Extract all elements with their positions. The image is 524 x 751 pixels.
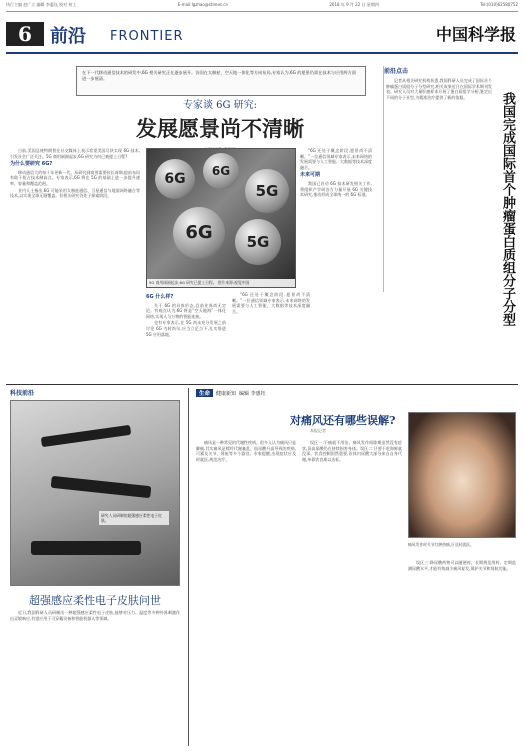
- sidebar-divider: [376, 66, 384, 292]
- health-column-3: [408, 560, 516, 744]
- section-title-en: FRONTIER: [110, 29, 184, 44]
- email-line: E-mail:lgzhao@stimes.cn: [177, 2, 229, 7]
- photo-caption: 5G 商用刚刚起步,6G 研究已提上日程。 图片来源:视觉中国: [147, 279, 295, 287]
- tel-line: Tel:(010)62580752: [480, 2, 518, 7]
- article-paragraph: 移动通信大约每十年更新一代。从研究到商用需要较长周期,提前布局有助于抢占技术制高点。专家表示,6G 将在 5G 的基础上进一步提升速率、容量和覆盖范围。: [10, 169, 140, 186]
- health-label: 健康新知: [216, 390, 237, 397]
- sidebar-title: 我国完成国际首个肿瘤蛋白质组分子分型: [500, 92, 515, 326]
- health-paragraph: 痛风是一种常见的代谢性疾病。很多人认为痛风只是脚痛,其实痛风是嘌呤代谢紊乱、血尿酸升高导致的疾病,可累及关节、肾脏等多个器官。专家提醒,出现症状应及时就医,规范治疗。: [196, 440, 296, 462]
- article-paragraph: 关于 6G 的具体形态,目前业界尚无定论。有观点认为,6G 将是“空天地海”一体化网络,实现人与万物的智能连接。: [146, 302, 226, 319]
- article-column-3: [300, 148, 372, 380]
- health-paragraph: 误区三:降尿酸药物可以随便停。长期规范用药、定期监测尿酸水平,才能有效减少痛风复发,保护关节和肾脏功能。: [408, 560, 516, 571]
- e-skin-paragraph: 近日,我国科研人员研制出一种超强感应柔性电子皮肤,能够对压力、温度等多种外界刺激作出灵敏响应,有望应用于可穿戴设备和智能机器人等领域。: [10, 610, 180, 621]
- health-paragraph: 误区一:不痛就不用治。痛风发作间歇期虽然没有症状,但高尿酸仍在持续损害身体。误区二:只要不吃海鲜就没事。饮食控制固然重要,但体内尿酸大部分来自自身代谢,单靠饮食难以达标。: [302, 440, 402, 462]
- article-column-1: [10, 148, 140, 380]
- health-section-tag: [196, 388, 266, 398]
- article-paragraph: 日前,美国总统特朗普在社交媒体上表示希望美国尽快实现 6G 技术,引发社会广泛关注。5G 商用刚刚起步,6G 研究为何已被提上日程?: [10, 148, 140, 159]
- gout-hand-photo: [408, 412, 516, 538]
- date-line: 2018 年 9 月 22 日 星期四: [329, 2, 379, 7]
- e-skin-headline: 超强感应柔性电子皮肤问世: [29, 594, 161, 607]
- sidebar-text: [386, 78, 492, 378]
- 5g-disc: 5G: [235, 219, 281, 265]
- health-editor: 编辑 李惠钰: [239, 390, 266, 397]
- lead-summary: 在下一代移动通信技术的研发中,6G 相关研究正在逐步展开。各国在太赫兹、空天地一体化等方向布局,专家认为,6G 的愿景仍需在技术与应用两方面进一步厘清。: [76, 66, 366, 96]
- health-byline: 本报记者: [310, 428, 326, 433]
- article-column-2b: [232, 292, 310, 380]
- e-skin-body: [10, 610, 180, 746]
- article-column-2: [146, 292, 226, 380]
- article-kicker: 专家谈 6G 研究:: [182, 100, 258, 111]
- gout-photo-caption: 痛风发作时关节红肿热痛,应及时就医。: [408, 542, 474, 547]
- 5g-disc: 5G: [245, 169, 289, 213]
- e-skin-strip: [41, 425, 132, 447]
- e-skin-strip: [51, 476, 152, 498]
- 6g-disc: 6G: [203, 153, 239, 189]
- masthead: [6, 22, 518, 48]
- sidebar-paragraph: 记者从相关研究机构获悉,我国科研人员完成了国际首个肿瘤蛋白质组分子分型研究,相关成果近日在国际学术期刊发表。研究人员对大量肝癌样本开展了蛋白质组学分析,鉴定出不同的分子亚型,为精准治疗提供了新的依据。: [386, 78, 492, 100]
- article-title-block: [90, 96, 350, 153]
- column-divider: [188, 388, 189, 746]
- article-headline: 发展愿景尚不清晰: [136, 116, 304, 141]
- page-number: 6: [6, 22, 44, 46]
- article-paragraph: “6G 还处于概念阶段,愿景尚不清晰。”一位通信领域专家表示,未来网络的发展需要与人工智能、大数据等技术深度融合。: [232, 292, 310, 314]
- article-paragraph: 业内人士指出,6G 可能采用太赫兹通信、卫星通信与地面网络融合等技术,以实现全球无缝覆盖。但相关研究仍处于探索阶段。: [10, 187, 140, 199]
- tech-tag: 科技前沿: [10, 390, 35, 397]
- health-headline: 对痛风还有哪些误解?: [290, 414, 396, 427]
- newspaper-logo: 中国科学报: [435, 25, 516, 44]
- article-subheading: 为什么要研究 6G?: [10, 161, 53, 168]
- 6g-disc: 6G: [173, 207, 225, 259]
- article-subheading: 6G 什么样?: [146, 294, 174, 300]
- sidebar-tag: 前沿点击: [384, 68, 409, 75]
- header-bar: [6, 2, 518, 12]
- health-column-1: [196, 440, 296, 744]
- article-subheading: 未来可期: [300, 172, 321, 179]
- masthead-rule: [6, 52, 518, 54]
- editor-line: 执行主编 赵广立 编辑 李惠钰 校对 何工: [6, 2, 77, 7]
- health-badge: 生命: [196, 389, 213, 397]
- e-skin-caption: 研究人员研制的超强感应柔性电子皮肤。: [99, 511, 169, 525]
- 6g-disc: 6G: [155, 159, 195, 199]
- section-divider: [6, 384, 518, 385]
- article-paragraph: “6G 还处于概念阶段,愿景尚不清晰。”一位通信领域专家表示,未来网络的发展需要与人工智能、大数据等技术深度融合。: [300, 148, 372, 170]
- e-skin-strip: [31, 541, 141, 555]
- 6g-photo: [146, 148, 296, 288]
- article-paragraph: 也有专家表示,在 5G 尚未充分发展之前讨论 6G 为时尚早,应当立足当下,扎实推进 5G 应用落地。: [146, 320, 226, 337]
- article-paragraph: 我国已启动 6G 技术研发相关工作,将组织产学研各方力量开展 6G 关键技术研究,推动形成全球统一的 6G 标准。: [300, 180, 372, 198]
- health-column-2: [302, 440, 402, 744]
- section-title-cn: 前沿: [50, 26, 86, 47]
- e-skin-photo: [10, 400, 180, 586]
